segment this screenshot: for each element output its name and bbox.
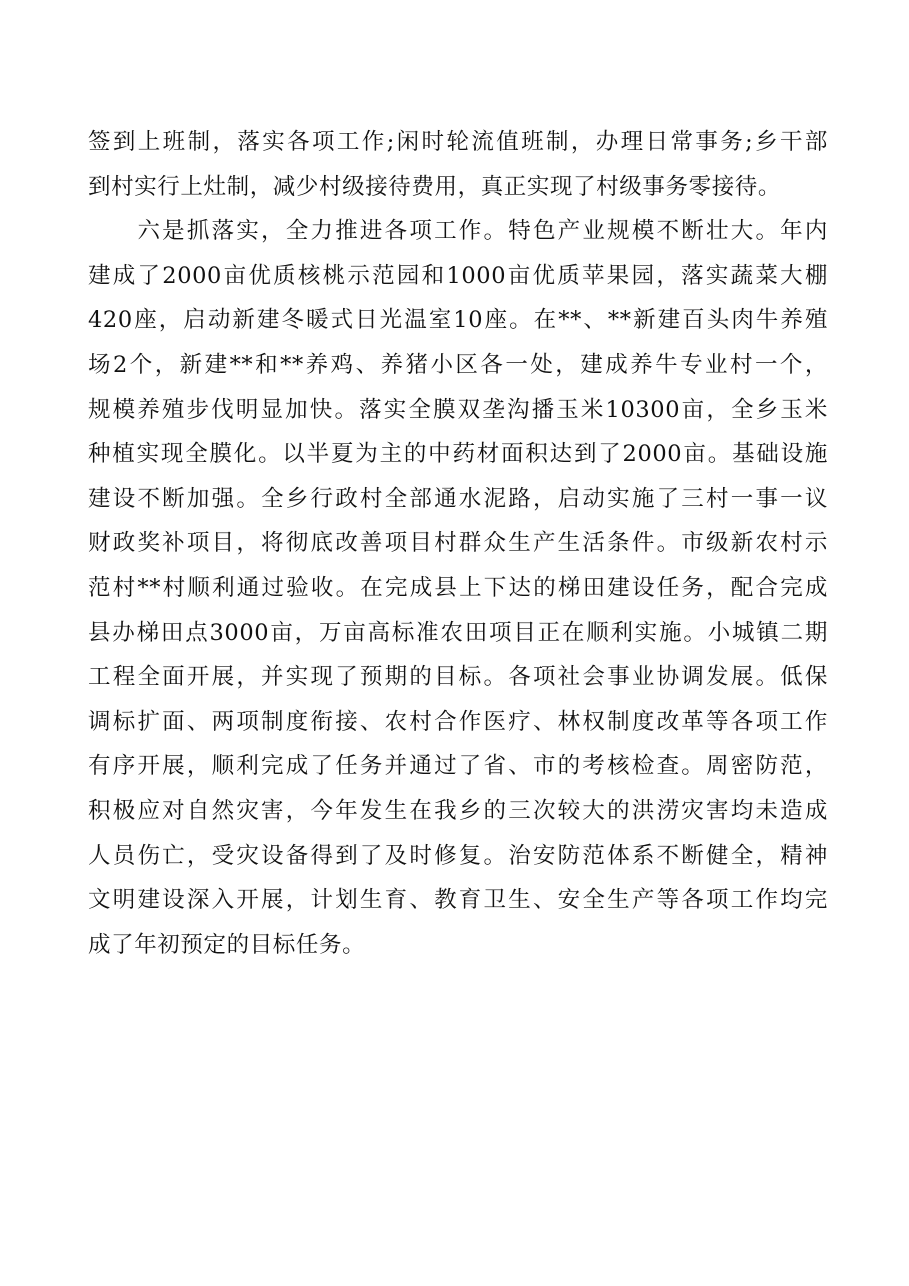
text-line-8: 种植实现全膜化。以半夏为主的中药材面积达到了2000亩。基础设施 [88,441,828,468]
text-line-4: 建成了2000亩优质核桃示范园和1000亩优质苹果园，落实蔬菜大棚 [88,262,828,289]
text-line-18: 文明建设深入开展，计划生育、教育卫生、安全生产等各项工作均完 [88,887,828,914]
text-line-19: 成了年初预定的目标任务。 [88,931,366,958]
text-line-7: 规模养殖步伐明显加快。落实全膜双垄沟播玉米10300亩，全乡玉米 [88,396,828,423]
text-line-5: 420座，启动新建冬暖式日光温室10座。在**、**新建百头肉牛养殖 [88,307,828,334]
text-line-2: 到村实行上灶制，减少村级接待费用，真正实现了村级事务零接待。 [88,173,782,200]
text-line-6: 场2个，新建**和**养鸡、养猪小区各一处，建成养牛专业村一个， [88,351,828,378]
text-line-10: 财政奖补项目，将彻底改善项目村群众生产生活条件。市级新农村示 [88,530,828,557]
text-line-17: 人员伤亡，受灾设备得到了及时修复。治安防范体系不断健全，精神 [88,842,828,869]
text-line-1: 签到上班制，落实各项工作;闲时轮流值班制，办理日常事务;乡干部 [88,129,828,155]
text-line-9: 建设不断加强。全乡行政村全部通水泥路，启动实施了三村一事一议 [88,485,828,512]
text-line-16: 积极应对自然灾害，今年发生在我乡的三次较大的洪涝灾害均未造成 [88,797,828,824]
text-line-14: 调标扩面、两项制度衔接、农村合作医疗、林权制度改革等各项工作 [88,708,828,735]
text-line-3: 六是抓落实，全力推进各项工作。特色产业规模不断壮大。年内 [88,218,828,245]
text-line-13: 工程全面开展，并实现了预期的目标。各项社会事业协调发展。低保 [88,664,828,691]
body-text [88,120,828,967]
text-line-15: 有序开展，顺利完成了任务并通过了省、市的考核检查。周密防范， [88,753,828,780]
text-line-12: 县办梯田点3000亩，万亩高标准农田项目正在顺利实施。小城镇二期 [88,619,828,646]
text-line-11: 范村**村顺利通过验收。在完成县上下达的梯田建设任务，配合完成 [88,574,828,601]
